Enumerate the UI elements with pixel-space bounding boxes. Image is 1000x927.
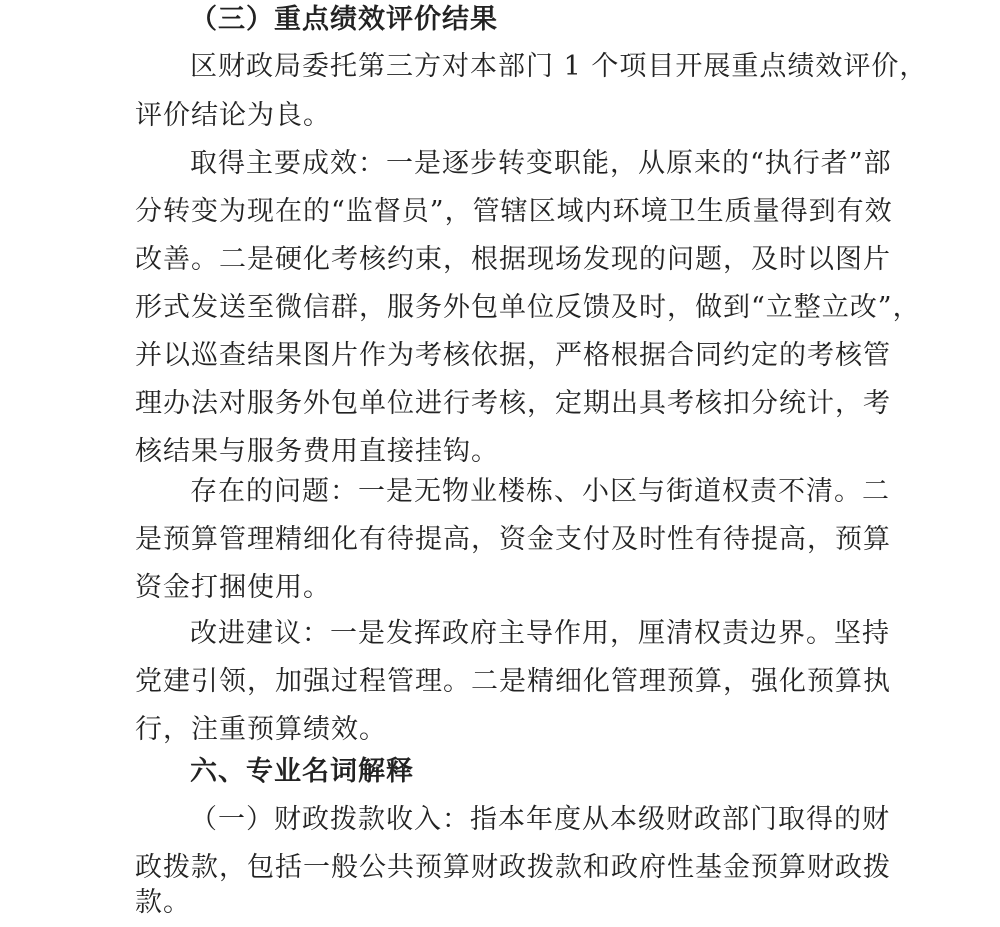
paragraph-line: 并以巡查结果图片作为考核依据，严格根据合同约定的考核管 (135, 340, 891, 371)
paragraph-line: 党建引领，加强过程管理。二是精细化管理预算，强化预算执 (135, 666, 891, 697)
paragraph-line: 理办法对服务外包单位进行考核，定期出具考核扣分统计，考 (135, 388, 891, 419)
paragraph-line: 取得主要成效：一是逐步转变职能，从原来的“执行者”部 (190, 148, 892, 179)
paragraph-line: 区财政局委托第三方对本部门 1 个项目开展重点绩效评价， (190, 51, 928, 82)
paragraph-line: 评价结论为良。 (135, 100, 331, 131)
paragraph-line: 行，注重预算绩效。 (135, 714, 387, 745)
paragraph-line: 存在的问题：一是无物业楼栋、小区与街道权责不清。二 (190, 476, 890, 507)
paragraph-line: 是预算管理精细化有待提高，资金支付及时性有待提高，预算 (135, 524, 891, 555)
paragraph-line: 资金打捆使用。 (135, 572, 331, 603)
paragraph-line: （一）财政拨款收入：指本年度从本级财政部门取得的财 (190, 804, 890, 835)
heading-glossary: 六、专业名词解释 (190, 756, 414, 787)
heading-key-performance-results: （三）重点绩效评价结果 (190, 4, 498, 35)
paragraph-line: 改进建议：一是发挥政府主导作用，厘清权责边界。坚持 (190, 618, 890, 649)
paragraph-line: 形式发送至微信群，服务外包单位反馈及时，做到“立整立改”， (135, 292, 921, 323)
paragraph-line: 款。 (135, 887, 191, 918)
paragraph-line: 核结果与服务费用直接挂钩。 (135, 436, 499, 467)
paragraph-line: 政拨款，包括一般公共预算财政拨款和政府性基金预算财政拨 (135, 852, 891, 883)
paragraph-line: 改善。二是硬化考核约束，根据现场发现的问题，及时以图片 (135, 244, 891, 275)
paragraph-line: 分转变为现在的“监督员”，管辖区域内环境卫生质量得到有效 (135, 196, 893, 227)
